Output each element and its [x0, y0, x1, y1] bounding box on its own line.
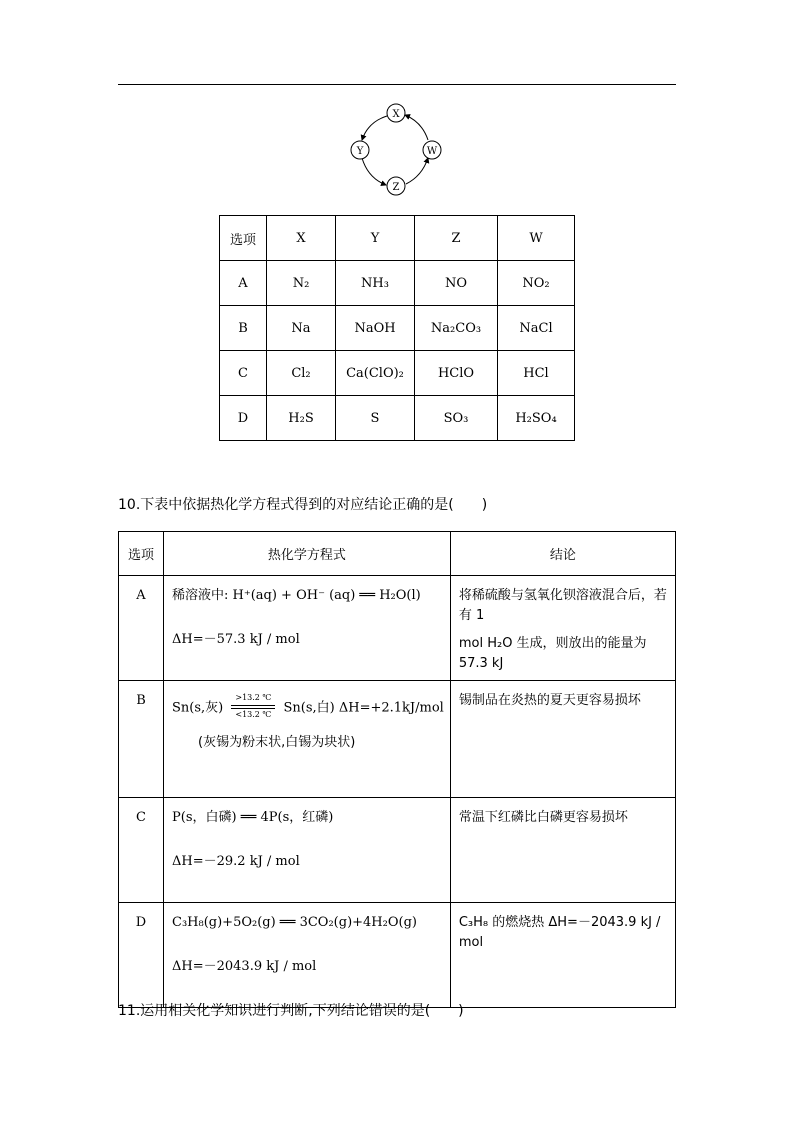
table-cell: SO₃: [415, 396, 498, 441]
node-x-label: X: [392, 109, 400, 120]
table-cell: Ca(ClO)₂: [336, 351, 415, 396]
equation-left: Sn(s,灰): [172, 700, 224, 716]
table-header: 结论: [450, 532, 675, 576]
table-header: 选项: [119, 532, 164, 576]
table-row: [220, 306, 575, 351]
option-label: D: [119, 903, 164, 1008]
equation-right: Sn(s,白) ΔH=+2.1kJ/mol: [283, 700, 444, 716]
equation-cell: [164, 798, 451, 903]
table-cell: NaCl: [498, 306, 575, 351]
table-cell: NO: [415, 261, 498, 306]
conclusion-line: 将稀硫酸与氢氧化钡溶液混合后，若有 1: [458, 588, 667, 623]
table-cell: NaOH: [336, 306, 415, 351]
enthalpy-line: ΔH=－57.3 kJ / mol: [172, 632, 300, 647]
option-label: C: [119, 798, 164, 903]
node-y-label: Y: [356, 146, 364, 157]
conclusion-line: mol H₂O 生成，则放出的能量为 57.3 kJ: [458, 636, 647, 671]
table-cell: H₂S: [267, 396, 336, 441]
equation-cell: [164, 576, 451, 681]
reversible-arrow-icon: [231, 693, 275, 723]
equation-line: 稀溶液中: H⁺(aq) + OH⁻ (aq) ══ H₂O(l): [172, 588, 421, 603]
arrow-z-to-w: [406, 158, 428, 184]
table-header: 选项: [220, 216, 267, 261]
table-cell: Na₂CO₃: [415, 306, 498, 351]
condition-bottom: <13.2 ℃: [235, 710, 272, 719]
table-header: W: [498, 216, 575, 261]
options-table-xyzw: [219, 215, 575, 441]
question-10: 10.下表中依据热化学方程式得到的对应结论正确的是( ): [118, 497, 488, 513]
arrow-w-to-x: [405, 115, 428, 140]
table-row: [119, 903, 676, 1008]
table-header: Z: [415, 216, 498, 261]
enthalpy-line: ΔH=－29.2 kJ / mol: [172, 854, 300, 869]
note-line: (灰锡为粉末状,白锡为块状): [198, 735, 356, 750]
table-header: X: [267, 216, 336, 261]
table-cell: Cl₂: [267, 351, 336, 396]
table-header-row: [119, 532, 676, 576]
conclusion-cell: [450, 576, 675, 681]
table-cell: Na: [267, 306, 336, 351]
equation-line: C₃H₈(g)+5O₂(g) ══ 3CO₂(g)+4H₂O(g): [172, 915, 417, 930]
option-label: A: [119, 576, 164, 681]
table-cell: S: [336, 396, 415, 441]
equation-cell: [164, 903, 451, 1008]
arrow-x-to-y: [362, 116, 387, 140]
equation-cell: [164, 681, 451, 798]
table-cell: NO₂: [498, 261, 575, 306]
conclusion-line: C₃H₈ 的燃烧热 ΔH=－2043.9 kJ / mol: [458, 915, 661, 950]
table-row: [119, 798, 676, 903]
table-header-row: [220, 216, 575, 261]
conclusion-cell: [450, 903, 675, 1008]
table-cell: D: [220, 396, 267, 441]
conclusion-line: 常温下红磷比白磷更容易损坏: [458, 810, 628, 825]
conclusion-cell: [450, 681, 675, 798]
enthalpy-line: ΔH=－2043.9 kJ / mol: [172, 959, 317, 974]
table-cell: HCl: [498, 351, 575, 396]
table-row: [119, 576, 676, 681]
table-cell: B: [220, 306, 267, 351]
arrow-y-to-z: [362, 158, 386, 185]
table-row: [119, 681, 676, 798]
table-cell: NH₃: [336, 261, 415, 306]
question-11: 11.运用相关化学知识进行判断,下列结论错误的是( ): [118, 1003, 464, 1019]
table-row: [220, 351, 575, 396]
condition-top: >13.2 ℃: [235, 693, 272, 702]
node-w-label: W: [426, 146, 438, 157]
table-row: [220, 261, 575, 306]
thermochem-table: [118, 531, 676, 1008]
table-cell: A: [220, 261, 267, 306]
node-z-label: Z: [392, 182, 400, 193]
table-header: Y: [336, 216, 415, 261]
table-cell: HClO: [415, 351, 498, 396]
table-cell: C: [220, 351, 267, 396]
table-row: [220, 396, 575, 441]
equation-line: P(s，白磷) ══ 4P(s，红磷): [172, 810, 334, 825]
table-header: 热化学方程式: [164, 532, 451, 576]
conclusion-line: 锡制品在炎热的夏天更容易损坏: [458, 693, 641, 708]
conclusion-cell: [450, 798, 675, 903]
option-label: B: [119, 681, 164, 798]
table-cell: H₂SO₄: [498, 396, 575, 441]
conversion-cycle-diagram: [340, 100, 450, 200]
header-rule: [118, 84, 676, 85]
table-cell: N₂: [267, 261, 336, 306]
